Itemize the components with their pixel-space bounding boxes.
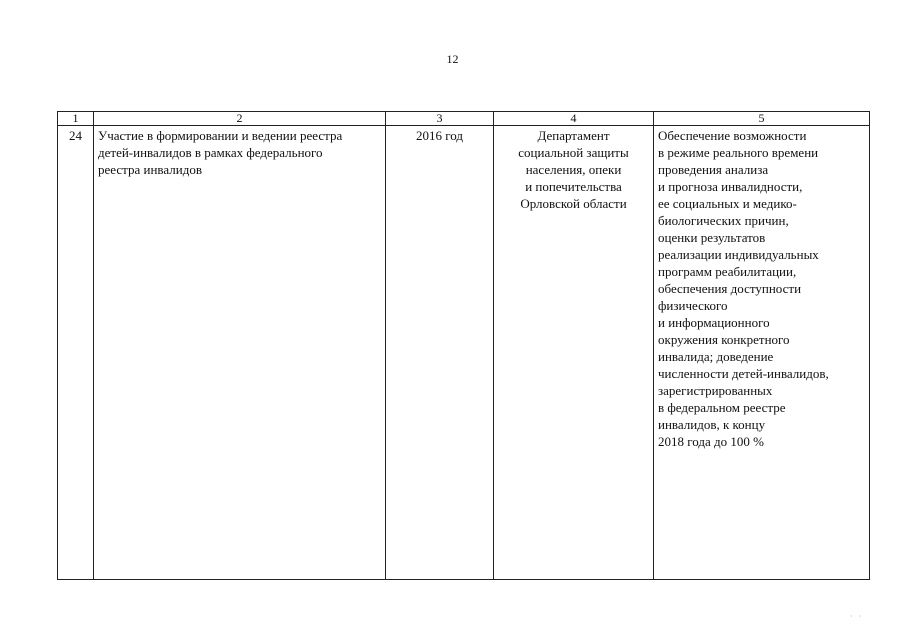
scan-artifact-dots: · · bbox=[850, 612, 862, 621]
result-line: окружения конкретного bbox=[658, 332, 790, 347]
result-line: и прогноза инвалидности, bbox=[658, 179, 803, 194]
executor-cell bbox=[494, 126, 654, 580]
result-line: ее социальных и медико- bbox=[658, 196, 797, 211]
page-number: 12 bbox=[446, 52, 459, 66]
header-col-3: 3 bbox=[386, 112, 494, 126]
executor-line: Департамент bbox=[537, 128, 610, 143]
result-line: биологических причин, bbox=[658, 213, 789, 228]
executor-line: населения, опеки bbox=[525, 162, 622, 177]
header-col-2: 2 bbox=[94, 112, 386, 126]
result-line: в федеральном реестре bbox=[658, 400, 786, 415]
result-line: программ реабилитации, bbox=[658, 264, 797, 279]
row-number: 24 bbox=[58, 126, 94, 580]
result-line: обеспечения доступности bbox=[658, 281, 802, 296]
table-header bbox=[58, 112, 870, 126]
result-line: инвалида; доведение bbox=[658, 349, 774, 364]
executor-line: Орловской области bbox=[520, 196, 627, 211]
activity-line: реестра инвалидов bbox=[98, 162, 202, 177]
plan-table bbox=[57, 111, 870, 580]
table-row bbox=[58, 126, 870, 580]
header-col-5: 5 bbox=[654, 112, 870, 126]
result-cell bbox=[654, 126, 870, 580]
result-line: Обеспечение возможности bbox=[658, 128, 807, 143]
executor-line: и попечительства bbox=[525, 179, 622, 194]
result-line: физического bbox=[658, 298, 728, 313]
activity-line: детей-инвалидов в рамках федерального bbox=[98, 145, 323, 160]
result-line: инвалидов, к концу bbox=[658, 417, 766, 432]
header-col-1: 1 bbox=[58, 112, 94, 126]
term-cell: 2016 год bbox=[386, 126, 494, 580]
result-line: реализации индивидуальных bbox=[658, 247, 819, 262]
executor-line: социальной защиты bbox=[518, 145, 629, 160]
activity-cell bbox=[94, 126, 386, 580]
result-line: 2018 года до 100 % bbox=[658, 434, 764, 449]
result-line: численности детей-инвалидов, bbox=[658, 366, 829, 381]
result-line: зарегистрированных bbox=[658, 383, 773, 398]
result-line: оценки результатов bbox=[658, 230, 766, 245]
result-line: в режиме реального времени bbox=[658, 145, 819, 160]
result-line: и информационного bbox=[658, 315, 770, 330]
header-row bbox=[58, 112, 870, 126]
result-line: проведения анализа bbox=[658, 162, 769, 177]
header-col-4: 4 bbox=[494, 112, 654, 126]
activity-line: Участие в формировании и ведении реестра bbox=[98, 128, 343, 143]
